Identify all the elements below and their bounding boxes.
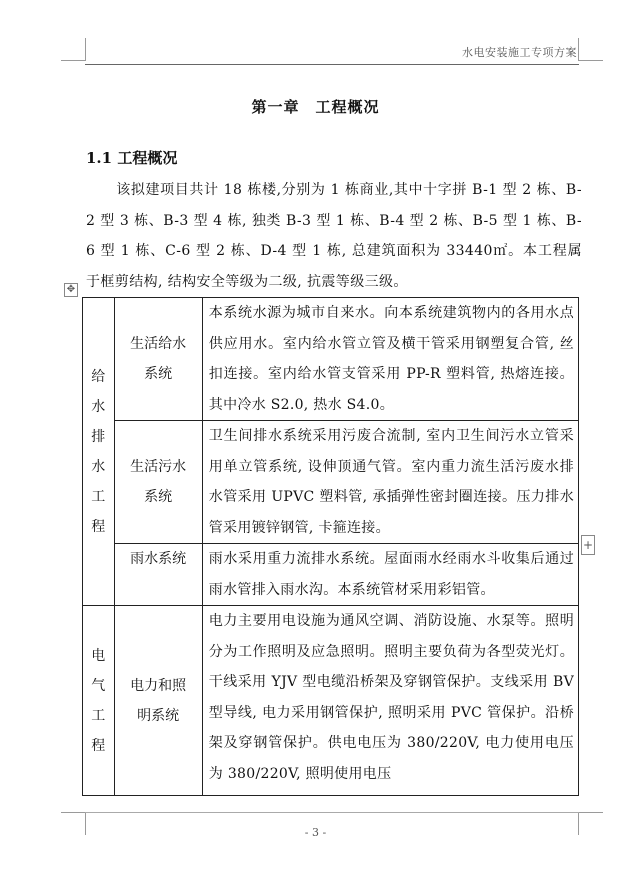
section-title[interactable]: 1.1 工程概况	[86, 149, 178, 167]
page-number: - 3 -	[304, 826, 327, 839]
description-text: 电力主要用电设施为通风空调、消防设施、水泵等。照明分为工作照明及应急照明。照明主要负荷为各型荧光灯。干线采用 YJV 型电缆沿桥架及穿钢管保护。支线采用 BV 型导线, 电力采用钢管保护, 照明采用 PVC 管保护。沿桥架及穿钢管保护。供电电压为 380/220V, 电力使用电压为 380/220V, 照明使用电压	[208, 613, 574, 782]
intro-paragraph[interactable]	[86, 175, 582, 297]
crop-mark-top-left	[61, 38, 86, 61]
description-text: 本系统水源为城市自来水。向本系统建筑物内的各用水点供应用水。室内给水管立管及横干管采用钢塑复合管, 丝扣连接。室内给水管支管采用 PP-R 塑料管, 热熔连接。其中冷水 S2.0, 热水 S4.0。	[208, 305, 574, 413]
description-text: 卫生间排水系统采用污废合流制, 室内卫生间污水立管采用单立管系统, 设伸顶通气管。室内重力流生活污废水排水管采用 UPVC 塑料管, 承插弹性密封圈连接。压力排水管采用镀锌钢管, 卡箍连接。	[208, 428, 574, 536]
subsystem-cell[interactable]	[114, 421, 202, 544]
description-cell[interactable]	[202, 421, 578, 544]
plus-icon[interactable]: +	[581, 535, 595, 555]
footer-divider	[85, 812, 579, 813]
header-divider	[85, 64, 579, 65]
subsystem-label: 雨水系统	[130, 551, 187, 567]
page-header: 水电安装施工专项方案	[462, 46, 577, 59]
category-cell[interactable]	[83, 606, 115, 796]
chapter-title[interactable]: 第一章 工程概况	[251, 98, 380, 116]
description-cell[interactable]	[202, 298, 578, 421]
subsystem-cell[interactable]	[114, 544, 202, 606]
move-icon[interactable]: ✥	[64, 283, 78, 297]
description-cell[interactable]	[202, 544, 578, 606]
intro-text: 该拟建项目共计 18 栋楼,分别为 1 栋商业,其中十字拼 B-1 型 2 栋、B-2 型 3 栋、B-3 型 4 栋, 独类 B-3 型 1 栋、B-4 型 2 栋、B-5 型 1 栋、B-6 型 1 栋、C-6 型 2 栋、D-4 型 1 栋, 总建筑面积为 33440㎡。本工程属于框剪结构, 结构安全等级为二级, 抗震等级三级。	[86, 182, 582, 290]
table-row	[83, 421, 579, 544]
systems-table[interactable]	[82, 297, 579, 796]
table-row	[83, 606, 579, 796]
subsystem-label: 电力和照明系统	[130, 677, 187, 724]
subsystem-label: 生活给水系统	[130, 336, 187, 382]
description-text: 雨水采用重力流排水系统。屋面雨水经雨水斗收集后通过雨水管排入雨水沟。本系统管材采用彩铝管。	[208, 551, 574, 598]
category-label: 电气工程	[91, 647, 106, 754]
category-label: 给水排水工程	[91, 368, 106, 535]
subsystem-cell[interactable]	[114, 298, 202, 421]
table-row	[83, 544, 579, 606]
category-cell[interactable]	[83, 298, 115, 606]
subsystem-cell[interactable]	[114, 606, 202, 796]
crop-mark-top-right	[578, 38, 603, 61]
description-cell[interactable]	[202, 606, 578, 796]
table-row	[83, 298, 579, 421]
subsystem-label: 生活污水系统	[130, 459, 187, 505]
